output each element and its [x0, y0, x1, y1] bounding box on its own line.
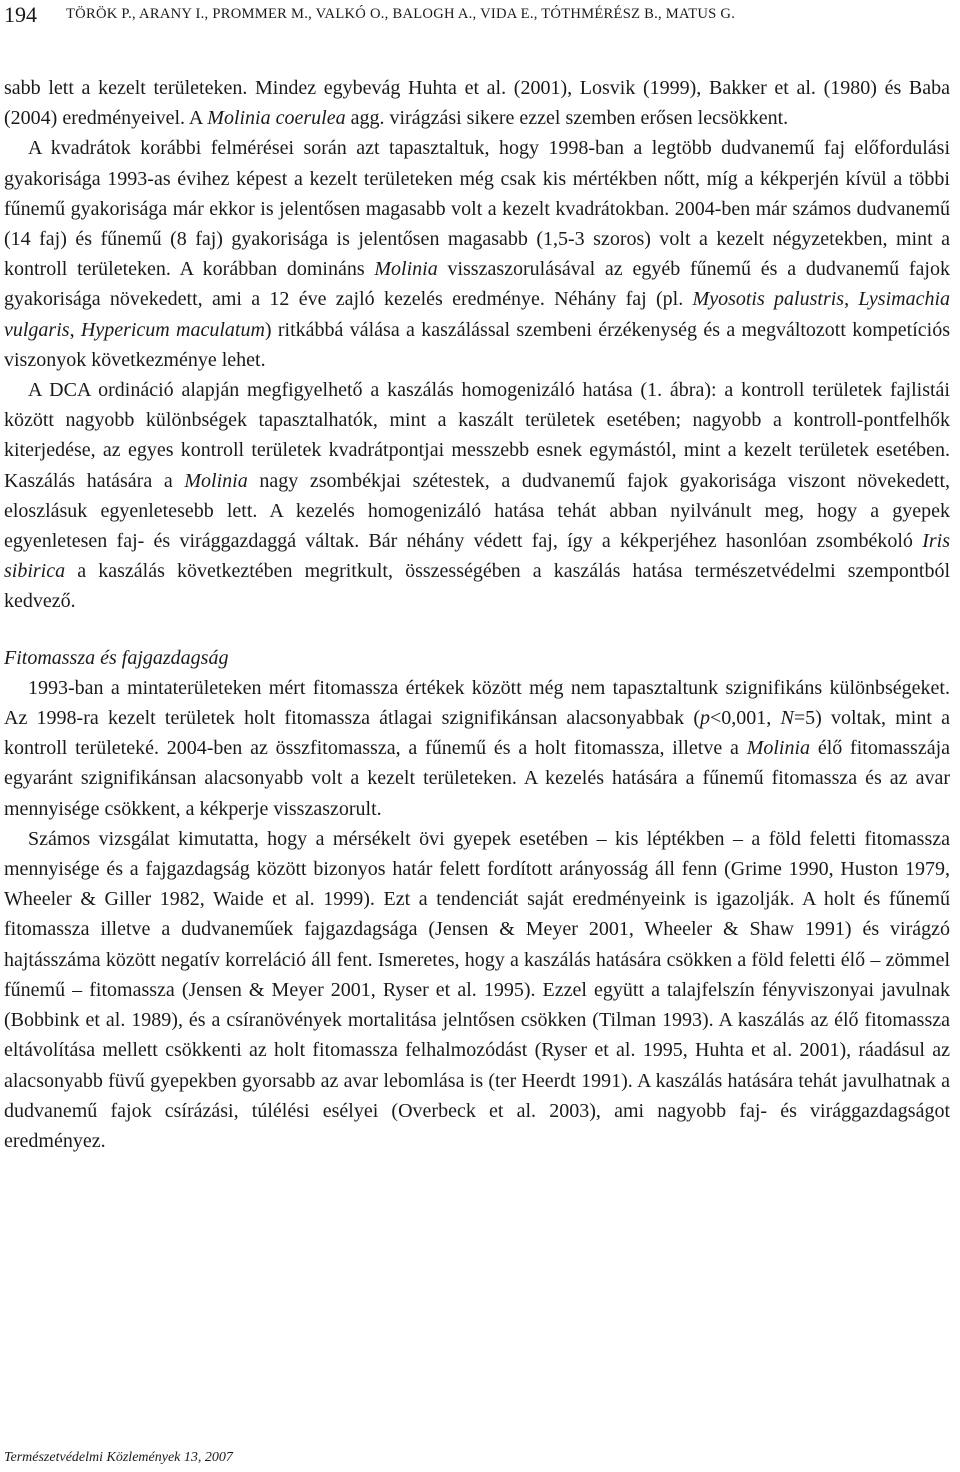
- running-head-authors: TÖRÖK P., ARANY I., PROMMER M., VALKÓ O., BALOGH A., VIDA E., TÓTHMÉRÉSZ B., MATUS G.: [66, 6, 736, 22]
- paragraph: 1993-ban a mintaterületeken mért fitomassza értékek között még nem tapasztaltunk szignifikáns különbségeket. Az 1998-ra kezelt területek holt fitomassza átlagai szignifikánsan alacsonyabbak (p<0,001, N=5) voltak, mint a kontroll területeké. 2004-ben az összfitomassza, a fűnemű és a holt fitomassza, illetve a Molinia élő fitomasszája egyaránt szignifikánsan alacsonyabb volt a kezelt területeken. A kezelés hatására a fűnemű fitomassza és az avar mennyisége csökkent, a kékperje visszaszorult.: [4, 676, 951, 820]
- journal-footer: Természetvédelmi Közlemények 13, 2007: [4, 1450, 233, 1465]
- article-body: [4, 73, 950, 1156]
- species-name: Molinia: [184, 469, 248, 492]
- species-name: Hypericum maculatum: [80, 318, 265, 341]
- section-heading: Fitomassza és fajgazdagság: [4, 646, 229, 669]
- statistic-symbol: p: [700, 707, 711, 730]
- statistic-symbol: N: [780, 707, 794, 730]
- page-number: 194: [4, 2, 37, 27]
- species-name: Iris sibirica: [4, 530, 950, 583]
- paragraph: A kvadrátok korábbi felmérései során azt tapasztaltuk, hogy 1998-ban a legtöbb dudvanemű faj előfordulási gyakorisága 1993-as évihez képest a kezelt területeken még csak kis mértékben nőtt, míg a kékperjén kívül a többi fűnemű gyakorisága már ekkor is jelentősen magasabb volt a kezelt kvadrátokban. 2004-ben már számos dudvanemű (14 faj) és fűnemű (8 faj) gyakorisága is jelentősen magasabb (1,5-3 szoros) volt a kezelt négyzetekben, mint a kontroll területeken. A korábban domináns Molinia visszaszorulásával az egyéb fűnemű és a dudvanemű fajok gyakorisága növekedett, ami a 12 éve zajló kezelés eredménye. Néhány faj (pl. Myosotis palustris, Lysimachia vulgaris, Hypericum maculatum) ritkábbá válása a kaszálással szembeni érzékenység és a megváltozott kompetíciós viszonyok következménye lehet.: [4, 137, 951, 371]
- species-name: Molinia: [746, 737, 811, 760]
- page-header: [4, 2, 956, 28]
- species-name: Myosotis palustris: [692, 288, 845, 311]
- paragraph: sabb lett a kezelt területeken. Mindez egybevág Huhta et al. (2001), Losvik (1999), Bakker et al. (1980) és Baba (2004) eredményeivel. A Molinia coerulea agg. virágzási sikere ezzel szemben erősen lecsökkent.: [4, 77, 950, 130]
- paragraph: A DCA ordináció alapján megfigyelhető a kaszálás homogenizáló hatása (1. ábra): a kontroll területek fajlistái között nagyobb különbségek tapasztalhatók, mint a kaszált területek esetében; nagyobb a kontroll-pontfelhők kiterjedése, az egyes kontroll területek kvadrátpontjai messzebb esnek egymástól, mint a kezelt területek esetében. Kaszálás hatására a Molinia nagy zsombékjai szétestek, a dudvanemű fajok gyakorisága viszont növekedett, eloszlásuk egyenletesebb lett. A kezelés homogenizáló hatása tehát abban nyilvánult meg, hogy a gyepek egyenletesen faj- és virággazdaggá váltak. Bár néhány védett faj, így a kékperjéhez hasonlóan zsombékoló Iris sibirica a kaszálás következtében megritkult, összességében a kaszálás hatása természetvédelmi szempontból kedvező.: [4, 379, 951, 613]
- species-name: Lysimachia vulgaris: [4, 288, 951, 341]
- species-name: Molinia: [374, 258, 438, 281]
- species-name: Molinia coerulea: [207, 107, 346, 130]
- paragraph: Számos vizsgálat kimutatta, hogy a mérsékelt övi gyepek esetében – kis léptékben – a föld feletti fitomassza mennyisége és a fajgazdagság között bizonyos határ felett fordított arányosság áll fenn (Grime 1990, Huston 1979, Wheeler & Giller 1982, Waide et al. 1999). Ezt a tendenciát saját eredményeink is igazolják. A holt és fűnemű fitomassza illetve a dudvaneműek fajgazdagsága (Jensen & Meyer 2001, Wheeler & Shaw 1991) és virágzó hajtásszáma között negatív korreláció áll fent. Ismeretes, hogy a kaszálás hatására csökken a föld feletti élő – zömmel fűnemű – fitomassza (Jensen & Meyer 2001, Ryser et al. 1995). Ezzel együtt a talajfelszín fényviszonyai javulnak (Bobbink et al. 1989), és a csíranövények mortalitása jelntősen csökken (Tilman 1993). A kaszálás az élő fitomassza eltávolítása mellett csökkenti az holt fitomassza felhalmozódást (Ryser et al. 1995, Huhta et al. 2001), ráadásul az alacsonyabb füvű gyepekben gyorsabb az avar lebomlása is (ter Heerdt 1991). A kaszálás hatására tehát javulhatnak a dudvanemű fajok csírázási, túlélési esélyei (Overbeck et al. 2003), ami nagyobb faj- és virággazdagságot eredményez.: [4, 827, 950, 1152]
